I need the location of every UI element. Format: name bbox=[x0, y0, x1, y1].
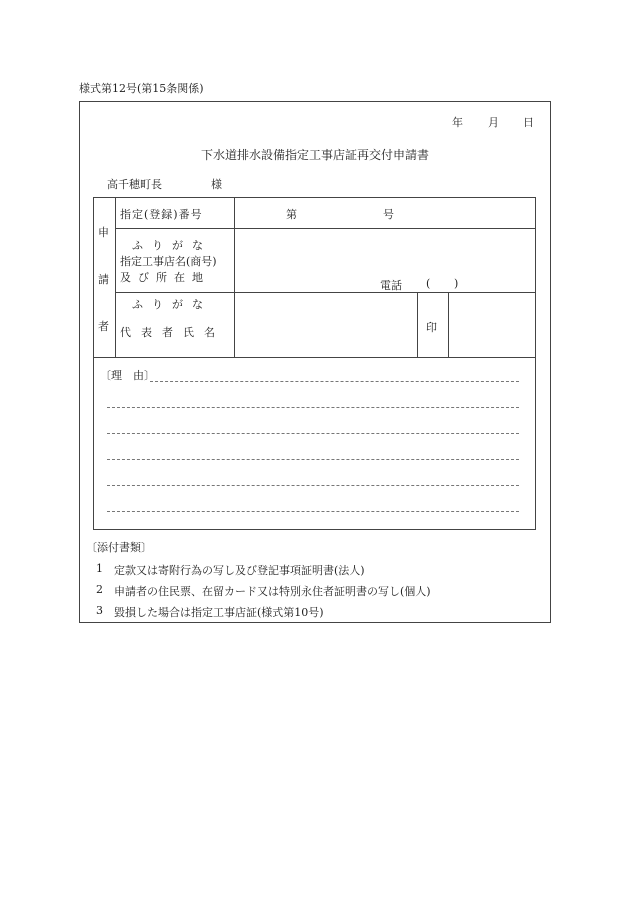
form-number: 様式第12号(第15条関係) bbox=[79, 82, 204, 95]
registration-number-suffix: 号 bbox=[383, 208, 394, 221]
table-border-right bbox=[535, 197, 536, 530]
attachment-3-text: 毀損した場合は指定工事店証(様式第10号) bbox=[114, 606, 324, 619]
addressee-name: 高千穂町長 bbox=[107, 178, 162, 191]
reason-line-1 bbox=[150, 381, 519, 382]
phone-paren-open: ( bbox=[426, 277, 431, 290]
phone-label: 電話 bbox=[380, 279, 402, 292]
furigana-label-rep: ふりがな bbox=[132, 298, 212, 311]
attachment-2-text: 申請者の住民票、在留カード又は特別永住者証明書の写し(個人) bbox=[114, 585, 431, 598]
date-day-label: 日 bbox=[523, 116, 534, 129]
seal-cell-left bbox=[417, 292, 418, 358]
label-column-divider bbox=[234, 197, 235, 358]
reason-line-3 bbox=[107, 433, 519, 434]
phone-paren-close: ) bbox=[454, 277, 459, 290]
attachment-1-text: 定款又は寄附行為の写し及び登記事項証明書(法人) bbox=[114, 564, 365, 577]
date-month-label: 月 bbox=[488, 116, 499, 129]
shop-name-label: 指定工事店名(商号) bbox=[120, 255, 217, 268]
date-year-label: 年 bbox=[452, 116, 463, 129]
addressee-honorific: 様 bbox=[211, 178, 222, 191]
side-column-divider bbox=[115, 197, 116, 358]
row1-divider bbox=[115, 228, 536, 229]
furigana-label-shop: ふりがな bbox=[132, 239, 212, 252]
address-label: 及び所在地 bbox=[120, 271, 210, 284]
side-label-char-1: 申 bbox=[98, 226, 109, 239]
reason-line-4 bbox=[107, 459, 519, 460]
attachment-1-num: 1 bbox=[96, 562, 103, 575]
registration-number-label: 指定(登録)番号 bbox=[120, 208, 203, 221]
form-title: 下水道排水設備指定工事店証再交付申請書 bbox=[200, 148, 429, 162]
reason-line-2 bbox=[107, 407, 519, 408]
applicant-bottom-divider bbox=[93, 357, 536, 358]
seal-cell-right bbox=[448, 292, 449, 358]
table-border-top bbox=[93, 197, 536, 198]
attachment-3-num: 3 bbox=[96, 604, 103, 617]
row2-divider bbox=[115, 292, 536, 293]
side-label-char-3: 者 bbox=[98, 320, 109, 333]
reason-line-5 bbox=[107, 485, 519, 486]
reason-line-6 bbox=[107, 511, 519, 512]
attachment-2-num: 2 bbox=[96, 583, 103, 596]
attachments-heading: 〔添付書類〕 bbox=[86, 541, 152, 554]
registration-number-prefix: 第 bbox=[286, 208, 297, 221]
representative-name-label: 代表者氏名 bbox=[120, 326, 225, 339]
table-border-left bbox=[93, 197, 94, 530]
seal-label: 印 bbox=[426, 321, 437, 334]
side-label-char-2: 請 bbox=[98, 273, 109, 286]
table-border-bottom bbox=[93, 529, 536, 530]
reason-label: 〔理 由〕 bbox=[100, 369, 155, 382]
